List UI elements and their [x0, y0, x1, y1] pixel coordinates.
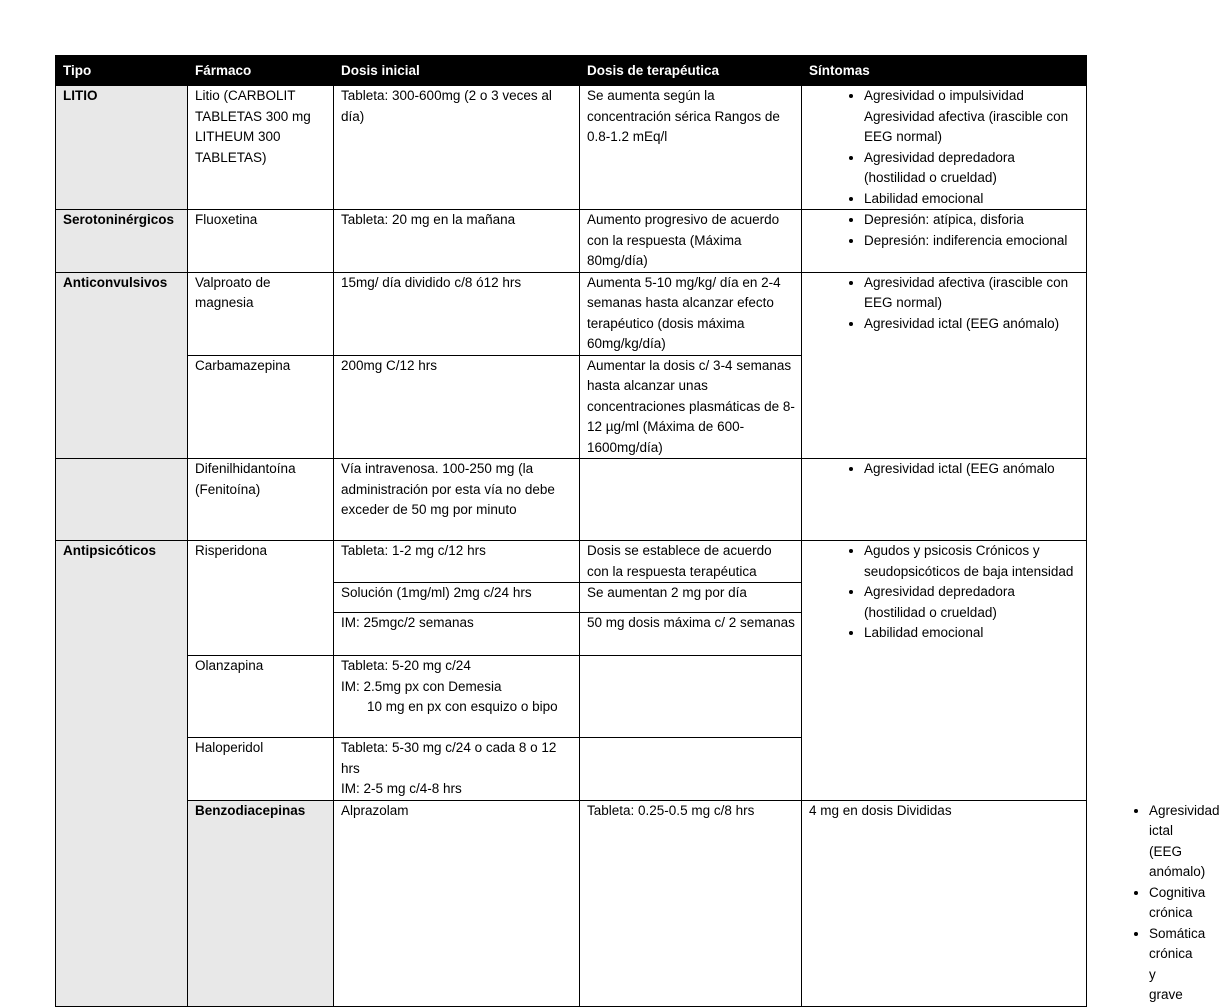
drug-table [55, 55, 1220, 1007]
dosis-cell: Tableta: 20 mg en la mañana [334, 210, 580, 273]
tipo-cell: Anticonvulsivos [56, 272, 188, 459]
terapeutica-cell [580, 738, 802, 801]
tipo-cell [56, 459, 188, 541]
terapeutica-cell: 50 mg dosis máxima c/ 2 semanas [580, 613, 802, 656]
header-dosis-terapeutica: Dosis de terapéutica [580, 56, 802, 86]
dosis-cell [334, 738, 580, 801]
terapeutica-cell: Se aumentan 2 mg por día [580, 583, 802, 613]
list-item: • Agresividad afectiva (irascible con EEG normal) [864, 273, 1080, 314]
tipo-cell: LITIO [56, 86, 188, 210]
terapeutica-cell: 4 mg en dosis Divididas [802, 800, 1087, 1006]
tipo-cell: Antipsicóticos [56, 541, 188, 1007]
list-item: • Agresividad depredadora (hostilidad o crueldad) [864, 148, 1080, 189]
sintomas-cell [802, 459, 1087, 541]
table-row [56, 86, 1087, 210]
farmaco-cell: Fluoxetina [188, 210, 334, 273]
table-row [56, 272, 1087, 355]
dosis-cell [334, 656, 580, 738]
dosis-cell: 200mg C/12 hrs [334, 355, 580, 459]
farmaco-cell: Difenilhidantoína (Fenitoína) [188, 459, 334, 541]
header-tipo: Tipo [56, 56, 188, 86]
dosis-cell: IM: 25mgc/2 semanas [334, 613, 580, 656]
dosis-cell: Tableta: 0.25-0.5 mg c/8 hrs [580, 800, 802, 1006]
farmaco-cell: Alprazolam [334, 800, 580, 1006]
tipo-cell: Benzodiacepinas [188, 800, 334, 1006]
farmaco-cell: Valproato de magnesia [188, 272, 334, 355]
list-item: • Agudos y psicosis Crónicos y seudopsicóticos de baja intensidad [864, 541, 1080, 582]
sintomas-list [809, 210, 1080, 251]
table-header [56, 56, 1087, 86]
dosis-cell: Tableta: 1-2 mg c/12 hrs [334, 541, 580, 583]
terapeutica-cell [580, 459, 802, 541]
dosis-cell: Vía intravenosa. 100-250 mg (la administración por esta vía no debe exceder de 50 mg por minuto [334, 459, 580, 541]
list-item: • Labilidad emocional [864, 189, 1080, 210]
sintomas-list [809, 459, 1080, 480]
dosis-line: IM: 2-5 mg c/4-8 hrs [341, 781, 462, 796]
dosis-line: 10 mg en px con esquizo o bipo [367, 699, 558, 714]
list-item: • Depresión: atípica, disforia [864, 210, 1080, 231]
dosis-cell: Solución (1mg/ml) 2mg c/24 hrs [334, 583, 580, 613]
dosis-cell: 15mg/ día dividido c/8 ó12 hrs [334, 272, 580, 355]
terapeutica-cell: Aumentar la dosis c/ 3-4 semanas hasta alcanzar unas concentraciones plasmáticas de 8-12 µg/ml (Máxima de 600-1600mg/día) [580, 355, 802, 459]
table-row [56, 210, 1087, 273]
farmaco-cell: Haloperidol [188, 738, 334, 801]
header-sintomas: Síntomas [802, 56, 1087, 86]
tipo-cell: Serotoninérgicos [56, 210, 188, 273]
header-dosis-inicial: Dosis inicial [334, 56, 580, 86]
terapeutica-cell: Aumenta 5-10 mg/kg/ día en 2-4 semanas hasta alcanzar efecto terapéutico (dosis máxima 60mg/kg/día) [580, 272, 802, 355]
table-row [56, 541, 1087, 583]
terapeutica-cell: Se aumenta según la concentración sérica Rangos de 0.8-1.2 mEq/l [580, 86, 802, 210]
terapeutica-cell [580, 656, 802, 738]
farmaco-cell: Carbamazepina [188, 355, 334, 459]
list-item: • Depresión: indiferencia emocional [864, 231, 1080, 252]
list-item: • Labilidad emocional [864, 623, 1080, 644]
sintomas-list [809, 541, 1080, 644]
header-farmaco: Fármaco [188, 56, 334, 86]
dosis-cell: Tableta: 300-600mg (2 o 3 veces al día) [334, 86, 580, 210]
list-item: • Agresividad ictal (EEG anómalo) [864, 314, 1080, 335]
list-item: • Agresividad o impulsividad Agresividad afectiva (irascible con EEG normal) [864, 86, 1080, 148]
sintomas-cell [802, 210, 1087, 273]
sintomas-list: Agresividad ictal (EEG anómalo) Cognitiva crónica Somática crónica y grave [1149, 802, 1220, 1002]
dosis-line: IM: 2.5mg px con Demesia [341, 678, 502, 694]
farmaco-cell: Olanzapina [188, 656, 334, 738]
table-row [56, 459, 1087, 541]
sintomas-list [809, 273, 1080, 335]
header-row [56, 56, 1087, 86]
list-item: • Agresividad depredadora (hostilidad o crueldad) [864, 582, 1080, 623]
farmaco-cell: Litio (CARBOLIT TABLETAS 300 mg LITHEUM 300 TABLETAS) [188, 86, 334, 210]
dosis-line: Tableta: 5-30 mg c/24 o cada 8 o 12 hrs [341, 740, 557, 776]
terapeutica-cell: Aumento progresivo de acuerdo con la respuesta (Máxima 80mg/día) [580, 210, 802, 273]
farmaco-cell: Risperidona [188, 541, 334, 656]
terapeutica-cell: Dosis se establece de acuerdo con la respuesta terapéutica [580, 541, 802, 583]
sintomas-list [809, 86, 1080, 209]
sintomas-cell [802, 272, 1087, 459]
table-row [56, 800, 1087, 1006]
sintomas-cell [802, 86, 1087, 210]
sintomas-cell [802, 541, 1087, 801]
list-item: • Agresividad ictal (EEG anómalo [864, 459, 1080, 480]
dosis-line: Tableta: 5-20 mg c/24 [341, 658, 471, 673]
